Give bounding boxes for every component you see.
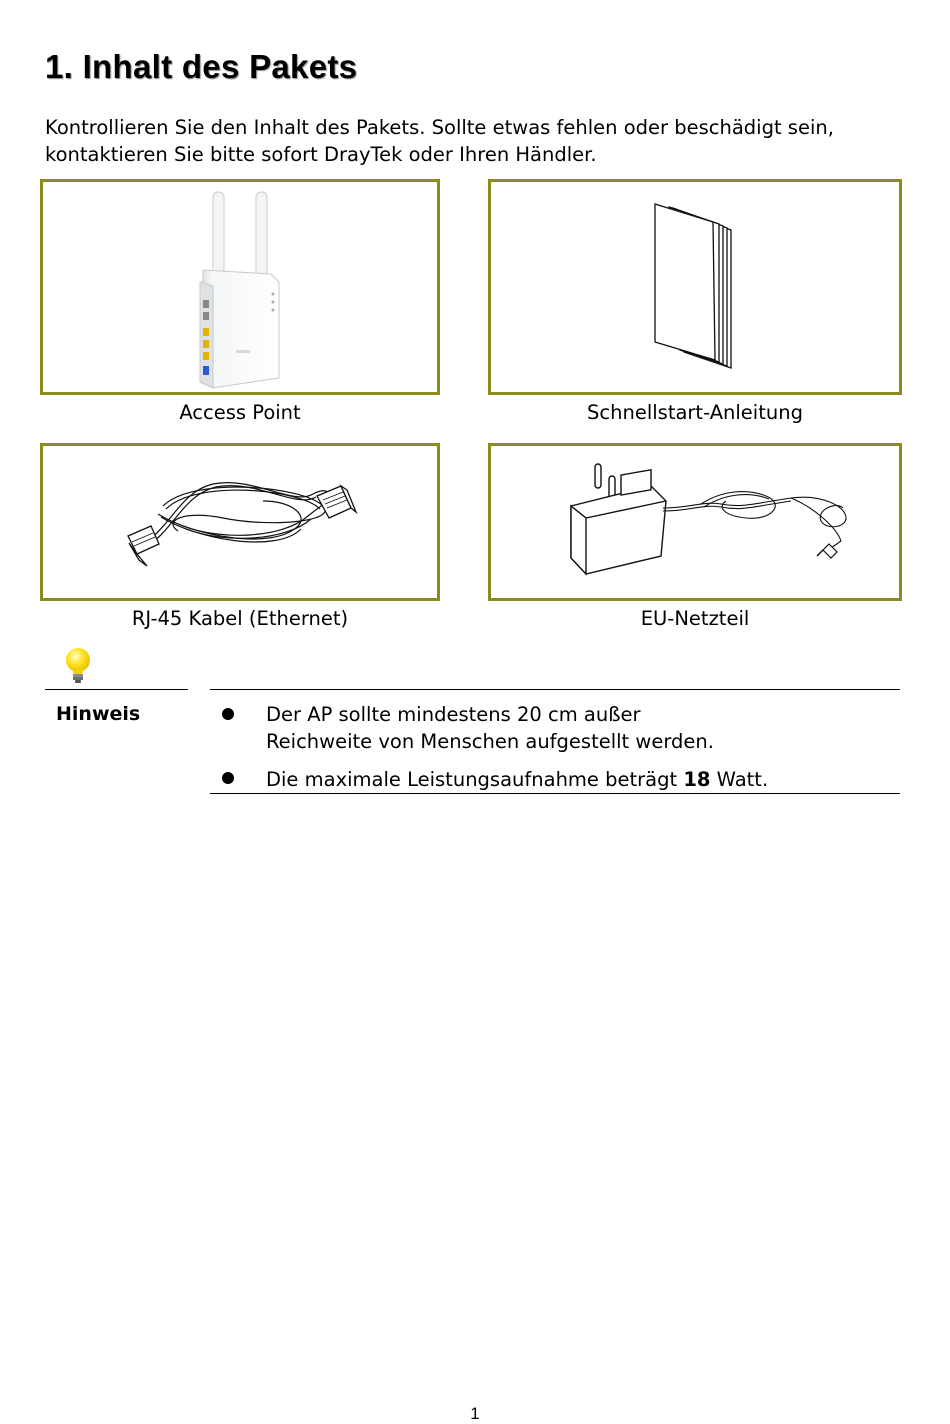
bullet-dot <box>222 708 234 720</box>
intro-line-1: Kontrollieren Sie den Inhalt des Pakets. Sollte etwas fehlen oder beschädigt sein, <box>45 116 834 139</box>
lightbulb-icon <box>62 646 94 690</box>
power-adapter-frame <box>488 443 902 601</box>
ethernet-cable-frame <box>40 443 440 601</box>
caption-power-adapter: EU-Netzteil <box>640 607 750 630</box>
caption-quick-start-guide: Schnellstart-Anleitung <box>587 401 803 424</box>
note-item-1-line-1: Der AP sollte mindestens 20 cm außer <box>266 703 641 726</box>
note-item-2-power-value: 18 <box>683 768 711 791</box>
quick-start-guide-image <box>491 182 899 392</box>
note-item-2 <box>266 766 866 793</box>
note-item-1 <box>266 701 866 755</box>
note-item-2-text: Die maximale Leistungsaufnahme beträgt <box>266 768 684 791</box>
bullet-dot <box>222 772 234 784</box>
caption-access-point: Access Point <box>179 401 301 424</box>
power-adapter-image <box>491 446 899 598</box>
access-point-frame <box>40 179 440 395</box>
note-item-1-line-2: Reichweite von Menschen aufgestellt werden. <box>266 730 714 753</box>
page-number: 1 <box>470 1404 480 1423</box>
page-title: 1. Inhalt des Pakets <box>45 48 358 85</box>
note-rule-bottom <box>210 793 900 794</box>
quick-start-guide-frame <box>488 179 902 395</box>
note-item-2-unit: Watt. <box>710 768 769 791</box>
intro-line-2: kontaktieren Sie bitte sofort DrayTek oder Ihren Händler. <box>45 143 597 166</box>
ethernet-cable-image <box>43 446 437 598</box>
access-point-image <box>43 182 437 392</box>
intro-paragraph <box>45 114 915 168</box>
note-label: Hinweis <box>56 703 141 725</box>
caption-ethernet-cable: RJ-45 Kabel (Ethernet) <box>131 607 349 630</box>
note-rule-label <box>45 689 188 690</box>
note-rule-top <box>210 689 900 690</box>
